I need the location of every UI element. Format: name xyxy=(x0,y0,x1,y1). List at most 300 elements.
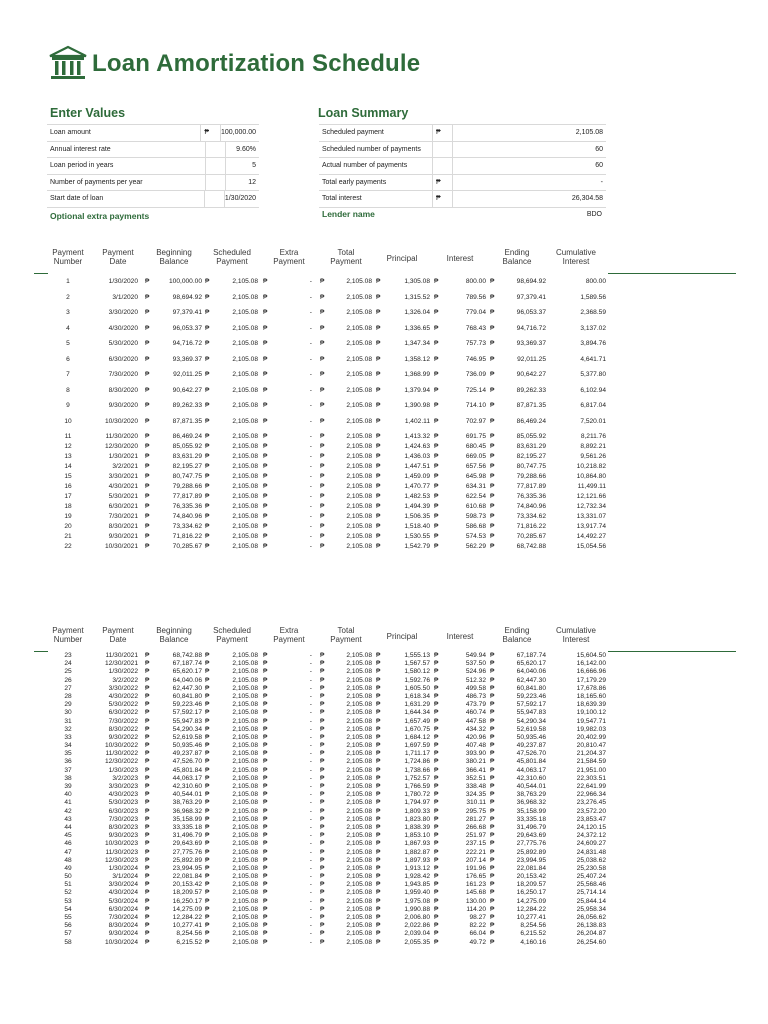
peso-sign: ₱ xyxy=(434,783,439,790)
column-header: Payment Number xyxy=(52,248,84,266)
peso-sign: ₱ xyxy=(376,725,381,733)
cell: 3/30/2022 xyxy=(108,684,138,692)
cell: - xyxy=(309,848,312,856)
cell: 1,738.66 xyxy=(404,766,430,774)
cell: - xyxy=(309,832,312,840)
cell: 67,187.74 xyxy=(516,652,546,659)
cell: 11 xyxy=(64,433,72,440)
peso-sign: ₱ xyxy=(434,309,439,316)
cell: - xyxy=(309,503,312,510)
peso-sign: ₱ xyxy=(434,676,439,684)
peso-sign: ₱ xyxy=(434,717,439,725)
cell: 2,105.08 xyxy=(346,453,372,460)
table-row xyxy=(0,340,768,356)
peso-sign: ₱ xyxy=(376,463,381,470)
cell: - xyxy=(309,905,312,913)
cell: 3 xyxy=(66,309,70,316)
cell: 1,459.09 xyxy=(404,473,430,480)
cell: 2,105.08 xyxy=(232,889,258,897)
cell: 26,204.87 xyxy=(576,930,606,938)
cell: 789.56 xyxy=(465,293,486,301)
peso-sign: ₱ xyxy=(490,660,495,668)
peso-sign: ₱ xyxy=(434,523,439,530)
optional-extra-payments-link[interactable]: Optional extra payments xyxy=(50,211,150,221)
peso-sign: ₱ xyxy=(434,473,439,480)
cell: 57 xyxy=(64,930,72,938)
title-bar xyxy=(48,44,420,84)
cell: 2,105.08 xyxy=(346,493,372,500)
cell: 5/30/2020 xyxy=(108,340,138,347)
cell: 83,631.29 xyxy=(172,453,202,460)
peso-sign: ₱ xyxy=(434,293,439,301)
cell: 74,840.96 xyxy=(516,503,546,510)
peso-sign: ₱ xyxy=(145,493,150,500)
peso-sign: ₱ xyxy=(320,733,325,741)
cell: 22,641.99 xyxy=(576,783,606,790)
table-row xyxy=(0,718,768,726)
cell: 702.97 xyxy=(465,417,486,425)
column-header: Payment Date xyxy=(102,248,134,266)
cell: 55 xyxy=(64,914,72,921)
table-row xyxy=(0,840,768,848)
peso-sign: ₱ xyxy=(263,402,268,409)
peso-sign: ₱ xyxy=(434,417,439,425)
cell: 31,496.79 xyxy=(516,823,546,831)
cell: 65,620.17 xyxy=(516,660,546,668)
peso-sign: ₱ xyxy=(205,692,210,700)
peso-sign: ₱ xyxy=(205,293,210,301)
cell: 4/30/2024 xyxy=(108,889,138,897)
cell: 92,011.25 xyxy=(517,355,546,363)
cell: 2,105.08 xyxy=(232,692,258,700)
kv-value[interactable]: 12 xyxy=(225,175,259,191)
cell: 2,039.04 xyxy=(404,930,430,938)
peso-sign: ₱ xyxy=(205,443,210,450)
peso-sign: ₱ xyxy=(490,371,495,378)
cell: 1,336.65 xyxy=(404,324,430,332)
cell: 12/30/2020 xyxy=(104,443,138,450)
table-row xyxy=(0,939,768,947)
cell: 6,102.94 xyxy=(580,386,606,394)
cell: 1,990.88 xyxy=(404,905,430,913)
peso-sign: ₱ xyxy=(490,309,495,316)
peso-sign: ₱ xyxy=(205,725,210,733)
table-row xyxy=(0,325,768,341)
cell: 12 xyxy=(64,443,72,450)
peso-sign: ₱ xyxy=(376,402,381,409)
cell: 1,975.08 xyxy=(404,897,430,905)
cell: 24 xyxy=(64,660,72,668)
table-row xyxy=(0,278,768,294)
cell: 52,619.58 xyxy=(516,725,546,733)
cell: 73,334.62 xyxy=(172,523,202,530)
cell: 20,810.47 xyxy=(576,742,606,750)
peso-sign: ₱ xyxy=(263,340,268,347)
cell: - xyxy=(309,453,312,460)
cell: 5/30/2022 xyxy=(108,701,138,709)
peso-sign: ₱ xyxy=(490,832,495,840)
cell: 98,694.92 xyxy=(172,293,202,301)
peso-sign: ₱ xyxy=(145,733,150,741)
table-row xyxy=(0,750,768,758)
cell: - xyxy=(309,473,312,480)
cell: - xyxy=(309,676,312,684)
cell: 64,040.06 xyxy=(516,668,546,676)
peso-sign: ₱ xyxy=(376,483,381,490)
peso-sign: ₱ xyxy=(490,823,495,831)
peso-sign: ₱ xyxy=(434,840,439,848)
cell: 2,105.08 xyxy=(232,278,258,285)
cell: 1,618.34 xyxy=(404,692,430,700)
table-row xyxy=(0,881,768,889)
cell: 7/30/2022 xyxy=(108,717,138,725)
cell: 1,823.80 xyxy=(404,815,430,823)
cell: 1,518.40 xyxy=(404,523,430,530)
peso-sign: ₱ xyxy=(145,807,150,815)
table-row xyxy=(0,652,768,660)
column-header: Interest xyxy=(446,632,474,641)
cell: 12,284.22 xyxy=(172,914,202,921)
cell: 22,081.84 xyxy=(172,873,202,881)
cell: 3/2/2021 xyxy=(112,463,138,470)
cell: 21,584.59 xyxy=(576,758,606,766)
cell: 1,358.12 xyxy=(404,355,430,363)
cell: 19,547.71 xyxy=(576,717,606,725)
peso-sign: ₱ xyxy=(434,652,439,659)
cell: 2,105.08 xyxy=(346,523,372,530)
cell: 26,056.62 xyxy=(576,914,606,921)
cell: 17,678.86 xyxy=(576,684,606,692)
cell: 2,105.08 xyxy=(346,309,372,316)
peso-sign: ₱ xyxy=(490,840,495,848)
peso-sign: ₱ xyxy=(145,483,150,490)
cell: 70,285.67 xyxy=(172,543,202,550)
cell: 6,215.52 xyxy=(176,938,202,946)
peso-sign: ₱ xyxy=(205,278,210,285)
table-row xyxy=(0,473,768,483)
cell: 87,871.35 xyxy=(172,417,202,425)
cell: 1,402.11 xyxy=(404,417,430,425)
cell: - xyxy=(309,856,312,864)
peso-sign: ₱ xyxy=(320,709,325,717)
cell: 14,275.09 xyxy=(172,905,202,913)
peso-sign: ₱ xyxy=(320,881,325,889)
cell: 2,105.08 xyxy=(232,758,258,766)
cell: 22 xyxy=(64,543,72,550)
cell: 80,747.75 xyxy=(516,463,546,470)
table-row xyxy=(0,371,768,387)
peso-sign: ₱ xyxy=(263,692,268,700)
cell: 20,153.42 xyxy=(516,873,546,881)
cell: 2,105.08 xyxy=(346,463,372,470)
cell: 33,335.18 xyxy=(516,815,546,823)
peso-sign: ₱ xyxy=(145,523,150,530)
peso-sign: ₱ xyxy=(145,922,150,930)
cell: 35,158.99 xyxy=(172,815,202,823)
table-row xyxy=(0,677,768,685)
cell: 38,763.29 xyxy=(172,799,202,807)
cell: 176.65 xyxy=(465,873,486,881)
cell: 2,105.08 xyxy=(232,922,258,930)
cell: 20,153.42 xyxy=(172,881,202,889)
peso-sign: ₱ xyxy=(376,692,381,700)
cell: 2,105.08 xyxy=(346,766,372,774)
peso-sign: ₱ xyxy=(376,889,381,897)
kv-label: Number of payments per year xyxy=(50,178,143,186)
cell: 10/30/2024 xyxy=(104,938,138,946)
peso-sign: ₱ xyxy=(263,840,268,848)
cell: 130.00 xyxy=(465,897,486,905)
cell: 26 xyxy=(64,676,72,684)
cell: 2,105.08 xyxy=(346,402,372,409)
cell: - xyxy=(309,340,312,347)
peso-sign: ₱ xyxy=(376,914,381,921)
cell: - xyxy=(309,742,312,750)
peso-sign: ₱ xyxy=(434,750,439,758)
cell: 33,335.18 xyxy=(172,823,202,831)
cell: 62,447.30 xyxy=(516,676,546,684)
table-row xyxy=(0,660,768,668)
table-row xyxy=(0,513,768,523)
cell: 8/30/2023 xyxy=(108,823,138,831)
cell: 29 xyxy=(64,701,72,709)
cell: 11/30/2022 xyxy=(105,750,138,758)
cell: 44 xyxy=(64,823,72,831)
cell: - xyxy=(309,840,312,848)
column-header: Beginning Balance xyxy=(156,248,192,266)
peso-sign: ₱ xyxy=(376,848,381,856)
cell: - xyxy=(309,443,312,450)
cell: 33 xyxy=(64,733,72,741)
peso-sign: ₱ xyxy=(145,742,150,750)
cell: 380.21 xyxy=(465,758,486,766)
cell: 8/30/2021 xyxy=(108,523,138,530)
currency-symbol: ₱ xyxy=(200,125,220,141)
peso-sign: ₱ xyxy=(434,791,439,799)
cell: 2,105.08 xyxy=(346,324,372,332)
cell: 2,105.08 xyxy=(346,733,372,741)
cell: 486.73 xyxy=(465,692,486,700)
lender-name-value[interactable]: BDO xyxy=(586,211,602,218)
peso-sign: ₱ xyxy=(320,293,325,301)
cell: 5/30/2024 xyxy=(108,897,138,905)
cell: - xyxy=(309,483,312,490)
peso-sign: ₱ xyxy=(320,433,325,440)
peso-sign: ₱ xyxy=(320,889,325,897)
cell: 1,447.51 xyxy=(404,463,430,470)
cell: 83,631.29 xyxy=(516,443,546,450)
peso-sign: ₱ xyxy=(263,543,268,550)
peso-sign: ₱ xyxy=(145,473,150,480)
table-row xyxy=(0,493,768,503)
peso-sign: ₱ xyxy=(145,930,150,938)
cell: 52,619.58 xyxy=(172,733,202,741)
cell: 7/30/2021 xyxy=(108,513,138,520)
cell: - xyxy=(309,922,312,930)
cell: 2,105.08 xyxy=(232,463,258,470)
peso-sign: ₱ xyxy=(205,873,210,881)
cell: 2,105.08 xyxy=(346,889,372,897)
cell: 3/30/2024 xyxy=(108,881,138,889)
peso-sign: ₱ xyxy=(263,881,268,889)
kv-label: Loan amount xyxy=(50,129,91,137)
kv-value: 60 xyxy=(452,158,606,174)
cell: 29,643.69 xyxy=(516,832,546,840)
peso-sign: ₱ xyxy=(145,840,150,848)
table-row xyxy=(0,309,768,325)
cell: - xyxy=(309,766,312,774)
peso-sign: ₱ xyxy=(434,815,439,823)
peso-sign: ₱ xyxy=(376,417,381,425)
peso-sign: ₱ xyxy=(263,417,268,425)
cell: 1,305.08 xyxy=(404,278,430,285)
cell: 1,315.52 xyxy=(404,293,430,301)
cell: 50 xyxy=(64,873,72,881)
cell: 2,105.08 xyxy=(346,473,372,480)
cell: 1,853.10 xyxy=(404,832,430,840)
cell: 1,943.85 xyxy=(404,881,430,889)
cell: 9/30/2020 xyxy=(108,402,138,409)
peso-sign: ₱ xyxy=(145,543,150,550)
cell: 2,105.08 xyxy=(346,652,372,659)
peso-sign: ₱ xyxy=(263,652,268,659)
peso-sign: ₱ xyxy=(490,864,495,872)
peso-sign: ₱ xyxy=(434,725,439,733)
cell: 16 xyxy=(64,483,72,490)
kv-value[interactable]: 100,000.00 xyxy=(220,125,259,141)
peso-sign: ₱ xyxy=(205,355,210,363)
kv-row xyxy=(47,142,259,159)
cell: 1/30/2020 xyxy=(108,278,138,285)
peso-sign: ₱ xyxy=(434,856,439,864)
cell: 85,055.92 xyxy=(516,433,546,440)
cell: 549.94 xyxy=(465,652,486,659)
column-header: Payment Number xyxy=(52,626,84,644)
kv-label: Scheduled payment xyxy=(322,129,384,137)
schedule-header-1 xyxy=(0,248,768,280)
peso-sign: ₱ xyxy=(434,873,439,881)
cell: 94,716.72 xyxy=(172,340,202,347)
cell: - xyxy=(309,807,312,815)
peso-sign: ₱ xyxy=(490,493,495,500)
cell: - xyxy=(309,309,312,316)
cell: 2,105.08 xyxy=(232,543,258,550)
cell: 14,275.09 xyxy=(516,897,546,905)
cell: 2,105.08 xyxy=(232,453,258,460)
peso-sign: ₱ xyxy=(145,832,150,840)
peso-sign: ₱ xyxy=(320,774,325,782)
table-row xyxy=(0,685,768,693)
cell: 2,105.08 xyxy=(232,443,258,450)
kv-label: Actual number of payments xyxy=(322,162,408,170)
cell: 2,105.08 xyxy=(346,758,372,766)
cell: - xyxy=(309,278,312,285)
currency-symbol: ₱ xyxy=(432,191,452,207)
peso-sign: ₱ xyxy=(263,463,268,470)
peso-sign: ₱ xyxy=(145,402,150,409)
cell: 1,605.50 xyxy=(404,684,430,692)
peso-sign: ₱ xyxy=(434,355,439,363)
cell: 266.68 xyxy=(465,823,486,831)
peso-sign: ₱ xyxy=(205,750,210,758)
peso-sign: ₱ xyxy=(376,774,381,782)
peso-sign: ₱ xyxy=(263,799,268,807)
peso-sign: ₱ xyxy=(263,324,268,332)
cell: 2,105.08 xyxy=(232,513,258,520)
cell: 2,105.08 xyxy=(346,815,372,823)
peso-sign: ₱ xyxy=(263,897,268,905)
peso-sign: ₱ xyxy=(434,386,439,394)
cell: - xyxy=(309,930,312,938)
peso-sign: ₱ xyxy=(320,864,325,872)
table-row xyxy=(0,463,768,473)
kv-value[interactable]: 1/30/2020 xyxy=(224,191,259,207)
cell: 8/30/2022 xyxy=(108,725,138,733)
cell: 2,105.08 xyxy=(232,309,258,316)
cell: 49,237.87 xyxy=(172,750,202,758)
peso-sign: ₱ xyxy=(376,873,381,881)
peso-sign: ₱ xyxy=(490,930,495,938)
cell: 191.96 xyxy=(465,864,486,872)
peso-sign: ₱ xyxy=(490,453,495,460)
kv-row xyxy=(47,175,259,192)
cell: 1,766.59 xyxy=(404,783,430,790)
peso-sign: ₱ xyxy=(145,355,150,363)
cell: 2,105.08 xyxy=(346,873,372,881)
cell: 2,105.08 xyxy=(346,938,372,946)
cell: - xyxy=(309,815,312,823)
cell: 7/30/2024 xyxy=(108,914,138,921)
cell: 93,369.37 xyxy=(516,340,546,347)
peso-sign: ₱ xyxy=(145,513,150,520)
cell: 90,642.27 xyxy=(172,386,202,394)
cell: 2,105.08 xyxy=(232,930,258,938)
cell: 3,894.76 xyxy=(580,340,606,347)
peso-sign: ₱ xyxy=(145,758,150,766)
cell: 207.14 xyxy=(465,856,486,864)
peso-sign: ₱ xyxy=(205,938,210,946)
peso-sign: ₱ xyxy=(145,914,150,921)
kv-value[interactable]: 9.60% xyxy=(225,142,259,158)
cell: - xyxy=(309,417,312,425)
cell: 757.73 xyxy=(465,340,486,347)
cell: 2,105.08 xyxy=(346,692,372,700)
cell: 8/30/2024 xyxy=(108,922,138,930)
currency-symbol: ₱ xyxy=(432,125,452,141)
cell: - xyxy=(309,881,312,889)
cell: 1,752.57 xyxy=(404,774,430,782)
table-row xyxy=(0,387,768,403)
cell: 645.98 xyxy=(465,473,486,480)
cell: 16,250.17 xyxy=(172,897,202,905)
peso-sign: ₱ xyxy=(205,340,210,347)
cell: 64,040.06 xyxy=(172,676,202,684)
peso-sign: ₱ xyxy=(145,717,150,725)
peso-sign: ₱ xyxy=(320,717,325,725)
cell: 680.45 xyxy=(465,443,486,450)
peso-sign: ₱ xyxy=(490,873,495,881)
kv-value[interactable]: 5 xyxy=(225,158,259,174)
cell: 27,775.76 xyxy=(516,840,546,848)
peso-sign: ₱ xyxy=(205,742,210,750)
cell: 2,105.08 xyxy=(232,848,258,856)
peso-sign: ₱ xyxy=(376,922,381,930)
cell: 2,105.08 xyxy=(346,355,372,363)
cell: 48 xyxy=(64,856,72,864)
peso-sign: ₱ xyxy=(263,807,268,815)
peso-sign: ₱ xyxy=(376,881,381,889)
peso-sign: ₱ xyxy=(376,717,381,725)
